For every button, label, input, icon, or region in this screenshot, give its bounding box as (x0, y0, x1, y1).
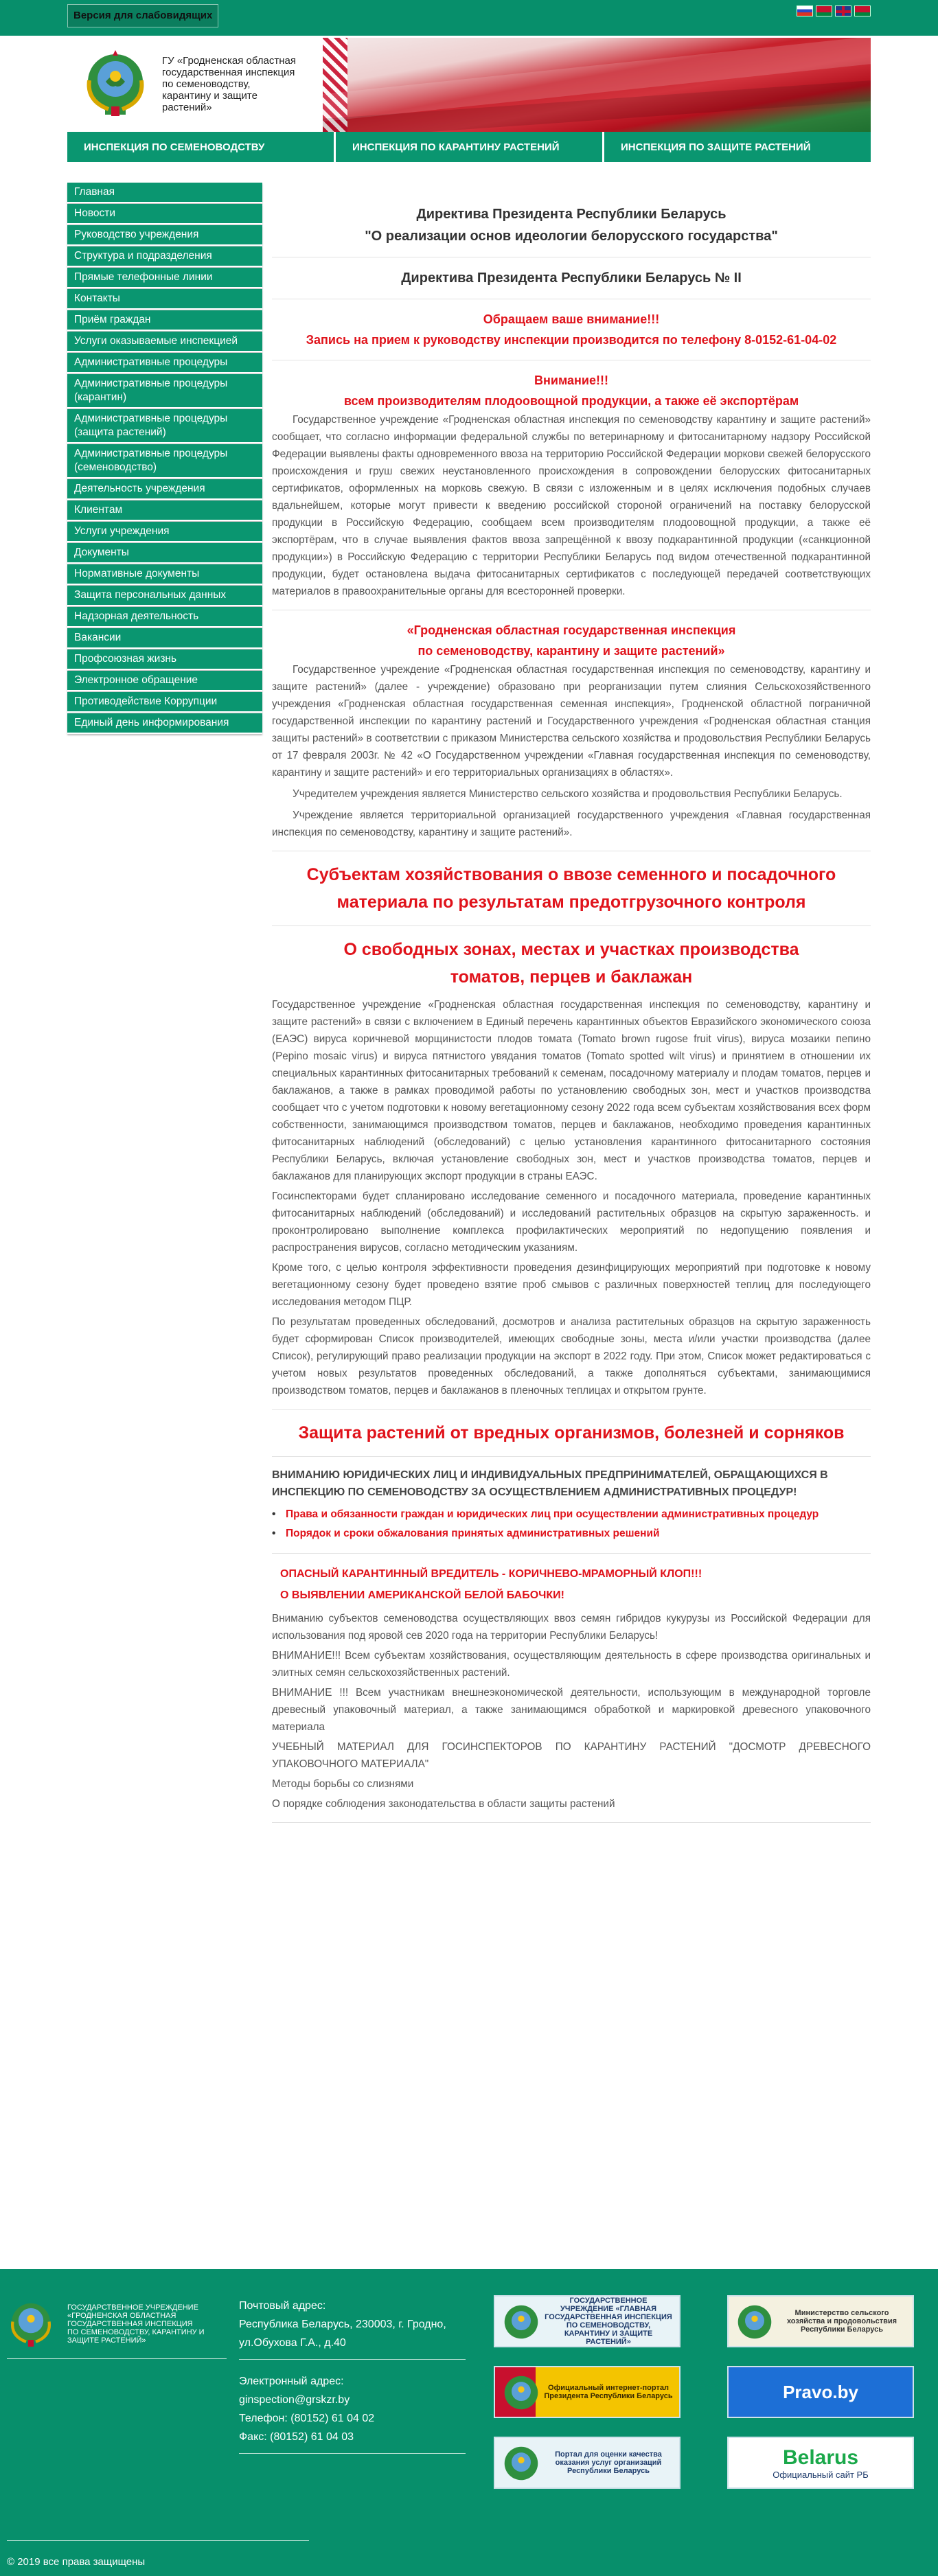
sidebar-item-anticorruption[interactable]: Противодействие Коррупции (67, 692, 262, 713)
fax: Факс: (80152) 61 04 03 (239, 2431, 354, 2443)
sidebar-item-home[interactable]: Главная (67, 183, 262, 203)
sidebar-item-vacancies[interactable]: Вакансии (67, 628, 262, 649)
phone: Телефон: (80152) 61 04 02 (239, 2413, 375, 2424)
footer-links-col1 (474, 2295, 700, 2507)
appeal-procedure-link[interactable]: • Порядок и сроки обжалования принятых административных решений (272, 1524, 871, 1543)
attention-heading: Обращаем ваше внимание!!! (483, 312, 660, 326)
address-line1: Республика Беларусь, 230003, г. Гродно, (239, 2319, 446, 2330)
flag-banner-image (323, 38, 871, 132)
site-logo[interactable] (67, 36, 321, 132)
sidebar-item-structure[interactable]: Структура и подразделения (67, 246, 262, 267)
divider (272, 1553, 871, 1554)
directive-title-line2[interactable]: "О реализации основ идеологии белорусского государства" (365, 229, 778, 244)
language-switcher (797, 5, 871, 16)
note-slugs[interactable]: Методы борьбы со слизнями (272, 1778, 414, 1790)
free-zones-p3: Кроме того, с целью контроля эффективности проведения дезинфицирующих мероприятий при подготовке к новому вегетационному сезону будет проведено взятие проб смывов с различных поверхностей теплиц для последующего исследования методом ПЦР. (272, 1262, 871, 1308)
sidebar-item-admin-procedures[interactable]: Административные процедуры (67, 353, 262, 373)
sidebar-item-admin-protection[interactable]: Административные процедуры (защита растений) (67, 409, 262, 444)
note-wood-packaging[interactable]: ВНИМАНИЕ !!! Всем участникам внешнеэкономической деятельности, использующим в международной торговле древесный упаковочный материал, а также занимающимся обработкой и маркировкой древесного упаковочного материала (272, 1687, 871, 1733)
sidebar-item-clients[interactable]: Клиентам (67, 501, 262, 521)
warning-heading: Внимание!!! (534, 373, 608, 387)
sidebar-item-services[interactable]: Услуги оказываемые инспекцией (67, 332, 262, 352)
note-elite-seeds[interactable]: ВНИМАНИЕ!!! Всем субъектам хозяйствования, осуществляющим деятельность в сфере производства оригинальных и элитных семян сельскохозяйственных растений. (272, 1650, 871, 1679)
footer-logo[interactable] (7, 2297, 227, 2359)
flag-by-icon[interactable] (816, 5, 832, 16)
nav-seed-inspection[interactable]: ИНСПЕКЦИЯ ПО СЕМЕНОВОДСТВУ (67, 132, 336, 162)
email-label: Электронный адрес: (239, 2376, 344, 2387)
divider (272, 925, 871, 926)
org-parent: Учреждение является территориальной организацией государственного учреждения «Главная государственная инспекция по семеноводству, карантину и защите растений». (272, 809, 871, 838)
white-butterfly-link[interactable]: О ВЫЯВЛЕНИИ АМЕРИКАНСКОЙ БЕЛОЙ БАБОЧКИ! (280, 1589, 564, 1601)
warning-text: Государственное учреждение «Гродненская областная инспекция по семеноводству карантину и защите растений» сообщает, что согласно информации федеральной службы по ветеринарному и фитосанитарному надзору Российской Федерации выявлены факты одновременного ввоза на территорию Российской Федерации моркови свежей белорусского происхождения и груш свежих неустановленного происхождения в сопровождении белорусских фитосанитарных сертификатов, оформленных на морковь свежую. В связи с изложенным и в целях исключения подобных случаев вдальнейшем, которые могут привести к введению российской стороной ограничений на поставку белорусской продукции в Российскую Федерацию, сообщаем всем производителям плодоовощной продукции, а также её экспортёрам, что в случае выявления фактов ввоза запрещённой к ввозу подкарантинной продукции («санкционной продукции») в Российскую Федерацию с территории Республики Беларусь под видом отечественной подкарантинной продукции, будет остановлена выдача фитосанитарных сертификатов с последующей передачей соответствующих материалов в правоохранительные органы для всесторонней проверки. (272, 414, 871, 597)
email-link[interactable]: ginspection@grskzr.by (239, 2394, 350, 2406)
footer-links-col2 (707, 2295, 934, 2507)
free-zones-p2: Госинспекторами будет спланировано исследование семенного и посадочного материала, проведение карантинных фитосанитарных наблюдений (обследований) и исследований растительных образцов на скрытую зараженность. и проконтролировано выполнение комплекса профилактических мероприятий по недопущению появления и распространения вирусов, согласно методическим указаниям. (272, 1191, 871, 1254)
address-label: Почтовый адрес: (239, 2300, 326, 2312)
directive-title-line1[interactable]: Директива Президента Республики Беларусь (416, 207, 727, 222)
state-emblem-icon (81, 46, 150, 122)
free-zones-p4: По результатам проведенных обследований, досмотров и анализа растительных образцов на скрытую зараженность будет сформирован Список производителей, имеющих свободные зоны, места и/или участки производства (далее Список), регулирующий право реализации продукции на экспорт в 2022 году. При этом, Список может редактироваться с учетом новых результатов проведенных обследований, а также дополняться субъектами, занимающимися производством томатов, перцев и баклажанов в пленочных теплицах и открытом грунте. (272, 1316, 871, 1396)
note-training-material[interactable]: УЧЕБНЫЙ МАТЕРИАЛ ДЛЯ ГОСИНСПЕКТОРОВ ПО КАРАНТИНУ РАСТЕНИЙ "ДОСМОТР ДРЕВЕСНОГО УПАКОВОЧНОГО МАТЕРИАЛА" (272, 1741, 871, 1770)
sidebar-item-reception[interactable]: Приём граждан (67, 310, 262, 331)
belarus-site-logo-text: Belarus (782, 2446, 859, 2469)
sidebar-item-contacts[interactable]: Контакты (67, 289, 262, 310)
nav-quarantine-inspection[interactable]: ИНСПЕКЦИЯ ПО КАРАНТИНУ РАСТЕНИЙ (336, 132, 604, 162)
ministry-banner[interactable] (727, 2295, 914, 2347)
stink-bug-link[interactable]: ОПАСНЫЙ КАРАНТИННЫЙ ВРЕДИТЕЛЬ - КОРИЧНЕВО-МРАМОРНЫЙ КЛОП!!! (280, 1568, 702, 1580)
quality-portal-emblem-icon (502, 2443, 540, 2483)
admin-procedures-links (272, 1505, 871, 1543)
president-portal-text: Официальный интернет-портал Президента Республики Беларусь (544, 2384, 673, 2400)
sidebar-item-admin-seeds[interactable]: Административные процедуры (семеноводство) (67, 444, 262, 479)
top-navigation (67, 132, 871, 162)
copyright: © 2019 все права защищены (7, 2556, 146, 2568)
pravo-banner[interactable] (727, 2366, 914, 2418)
address-line2: ул.Обухова Г.А., д.40 (239, 2337, 346, 2349)
plant-protection-link[interactable]: Защита растений от вредных организмов, болезней и сорняков (298, 1423, 845, 1442)
sidebar-item-activity[interactable]: Деятельность учреждения (67, 479, 262, 500)
rights-duties-link[interactable]: • Права и обязанности граждан и юридических лиц при осуществлении административных процедур (272, 1505, 871, 1524)
low-vision-button[interactable]: Версия для слабовидящих (67, 4, 218, 27)
sidebar-item-normative[interactable]: Нормативные документы (67, 564, 262, 585)
sidebar-item-admin-quarantine[interactable]: Административные процедуры (карантин) (67, 374, 262, 409)
ministry-text: Министерство сельского хозяйства и продовольствия Республики Беларусь (786, 2309, 897, 2334)
note-corn-seeds[interactable]: Вниманию субъектов семеноводства осуществляющих ввоз семян гибридов кукурузы из Российской Федерации для использования под яровой сев 2020 года на территории Республики Беларусь! (272, 1613, 871, 1642)
belarus-site-caption: Официальный сайт РБ (773, 2469, 869, 2480)
divider (272, 1456, 871, 1457)
directive-2-link[interactable]: Директива Президента Республики Беларусь № II (401, 271, 742, 286)
sidebar-item-info-day[interactable]: Единый день информирования (67, 713, 262, 734)
free-zones-p1: Государственное учреждение «Гродненская областная государственная инспекция по семеноводству, карантину и защите растений» в связи с включением в Единый перечень карантинных объектов Евразийского экономического союза (ЕАЭС) вируса коричневой морщинистости плодов томата (Tomato brown rugose fruit virus), вируса мозаики пепино (Pepino mosaic virus) и вируса пятнистого увядания томатов (Tomato spotted wilt virus) и принятием в отношении их специальных карантинных фитосанитарных требований к семенам, посадочному материалу и плодам томатов, перцев и баклажанов, а также в рамках проводимой работы по установлению свободных зон, мест и участков производства сообщает что с учетом подготовки к новому вегетационному сезону 2022 года всем субъектам хозяйствования всех форм собственности, занимающимся производством томатов, перцев и баклажанов, необходимо проведения карантинных фитосанитарных наблюдений (обследований) с целью установления карантинного фитосанитарного состояния Республики Беларусь, включая установление свободных зон, мест и участков производства томатов, перцев и баклажанов для планирующих экспорт продукции в страны ЕАЭС. (272, 999, 871, 1182)
nav-protection-inspection[interactable]: ИНСПЕКЦИЯ ПО ЗАЩИТЕ РАСТЕНИЙ (604, 132, 871, 162)
flag-by-alt-icon[interactable] (854, 5, 871, 16)
ministry-emblem-icon (735, 2302, 774, 2342)
main-inspection-emblem-icon (502, 2302, 540, 2342)
footer-contacts (239, 2297, 466, 2466)
pravo-text: Pravo.by (783, 2381, 858, 2402)
quality-portal-text: Портал для оценки качества оказания услуг организаций Республики Беларусь (555, 2450, 662, 2475)
sidebar-item-union[interactable]: Профсоюзная жизнь (67, 649, 262, 670)
org-title-line1: «Гродненская областная государственная инспекция (407, 623, 736, 637)
admin-procedures-notice: ВНИМАНИЮ ЮРИДИЧЕСКИХ ЛИЦ И ИНДИВИДУАЛЬНЫХ ПРЕДПРИНИМАТЕЛЕЙ, ОБРАЩАЮЩИХСЯ В ИНСПЕКЦИЮ ПО СЕМЕНОВОДСТВУ ЗА ОСУЩЕСТВЛЕНИЕМ АДМИНИСТРАТИВНЫХ ПРОЦЕДУР! (272, 1469, 828, 1498)
sidebar-item-documents[interactable]: Документы (67, 543, 262, 564)
site-footer (0, 2269, 938, 2576)
org-name: ГУ «Гродненская областная государственная инспекция по семеноводству, карантину и защите растений» (162, 54, 296, 113)
main-inspection-banner[interactable] (494, 2295, 680, 2347)
main-content (272, 183, 871, 1832)
warning-subheading: всем производителям плодоовощной продукции, а также её экспортёрам (343, 394, 799, 408)
org-description: Государственное учреждение «Гродненская областная государственная инспекция по семеноводству, карантину и защите растений» (далее - учреждение) образовано при реорганизации путем слияния Сельскохозяйственного учреждения «Гродненская областная государственная семенная инспекция», Гродненской областной пограничной государственной инспекции по карантину растений и Государственного учреждения «Гродненская областная станция защиты растений» в соответствии с приказом Министерства сельского хозяйства и продовольствия Республики Беларусь от 17 февраля 2003г. № 42 «О Государственном учреждении «Главная государственная инспекция по семеноводству, карантину и защите растений» и его территориальных организациях в областях». (272, 664, 871, 779)
president-emblem-icon (502, 2373, 540, 2413)
main-inspection-text: ГОСУДАРСТВЕННОЕ УЧРЕЖДЕНИЕ «ГЛАВНАЯ ГОСУДАРСТВЕННАЯ ИНСПЕКЦИЯ ПО СЕМЕНОВОДСТВУ, КАРАНТИНУ И ЗАЩИТЕ РАСТЕНИЙ» (545, 2297, 672, 2346)
sidebar-item-hotlines[interactable]: Прямые телефонные линии (67, 268, 262, 288)
sidebar-item-news[interactable]: Новости (67, 204, 262, 225)
footer-emblem-icon (7, 2297, 55, 2351)
org-title-line2: по семеноводству, карантину и защите растений» (417, 644, 725, 658)
top-bar (0, 0, 938, 36)
sidebar-item-e-appeal[interactable]: Электронное обращение (67, 671, 262, 691)
sidebar-item-institution-services[interactable]: Услуги учреждения (67, 522, 262, 542)
subjects-import-link[interactable]: Субъектам хозяйствования о ввозе семенного и посадочного материала по результатам предотгрузочного контроля (306, 865, 836, 912)
flag-en-icon[interactable] (835, 5, 851, 16)
sidebar-item-personal-data[interactable]: Защита персональных данных (67, 586, 262, 606)
flag-ru-icon[interactable] (797, 5, 813, 16)
divider (272, 1822, 871, 1823)
sidebar-item-supervision[interactable]: Надзорная деятельность (67, 607, 262, 628)
quality-portal-banner[interactable] (494, 2437, 680, 2489)
reception-phone-notice: Запись на прием к руководству инспекции производится по телефону 8-0152-61-04-02 (306, 333, 837, 347)
footer-org-caption: ГОСУДАРСТВЕННОЕ УЧРЕЖДЕНИЕ «ГРОДНЕНСКАЯ ОБЛАСТНАЯ ГОСУДАРСТВЕННАЯ ИНСПЕКЦИЯ ПО СЕМЕНОВОДСТВУ, КАРАНТИНУ И ЗАЩИТЕ РАСТЕНИЙ» (67, 2303, 205, 2345)
president-portal-banner[interactable] (494, 2366, 680, 2418)
free-zones-title[interactable]: О свободных зонах, местах и участках производства томатов, перцев и баклажан (343, 940, 799, 987)
note-legislation[interactable]: О порядке соблюдения законодательства в области защиты растений (272, 1798, 615, 1810)
site-header (67, 36, 871, 132)
sidebar-item-leadership[interactable]: Руководство учреждения (67, 225, 262, 246)
org-founder: Учредителем учреждения является Министерство сельского хозяйства и продовольствия Республики Беларусь. (293, 788, 843, 800)
footer-divider (7, 2540, 309, 2541)
belarus-site-banner[interactable] (727, 2437, 914, 2489)
sidebar-menu (67, 183, 262, 1832)
divider (272, 1409, 871, 1410)
